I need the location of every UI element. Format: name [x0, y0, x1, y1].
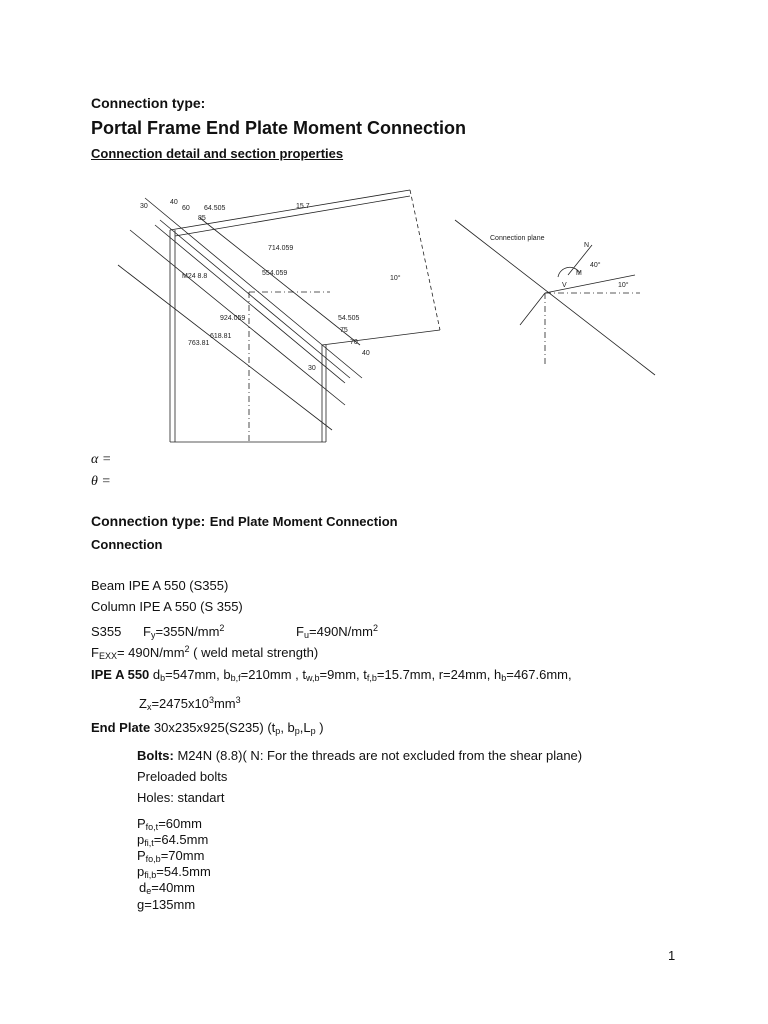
m-label: M — [576, 270, 582, 277]
bolt-label: M24 8.8 — [182, 273, 208, 280]
dim-label: 618.81 — [210, 333, 232, 340]
angle-label: 10° — [618, 282, 629, 289]
section-subtitle: Connection detail and section properties — [91, 146, 344, 161]
dim-label: 60 — [182, 205, 190, 212]
angle-label: 10° — [390, 275, 401, 282]
section-label: Connection type: — [91, 513, 206, 529]
column-spec: Column IPE A 550 (S 355) — [91, 599, 243, 614]
pfi-t: $p_{fi,t}=64.5mm$ — [137, 832, 209, 848]
dim-label: 70 — [350, 339, 358, 346]
dim-label: 554.059 — [262, 270, 288, 277]
plane-normal-line — [520, 293, 545, 325]
dim-label: 64.505 — [204, 205, 226, 212]
beam-end-line — [410, 190, 440, 330]
end-plate-line — [155, 225, 345, 383]
beam-spec: Beam IPE A 550 (S355) — [91, 578, 229, 593]
dim-label: 763.81 — [188, 340, 210, 347]
dim-label: 40 — [170, 199, 178, 206]
dim-label: 30 — [140, 203, 148, 210]
bolts-spec: Bolts: M24N (8.8)( N: For the threads are not excluded from the shear plane) — [137, 748, 583, 763]
end-plate-spec: End Plate 30x235x925(S235) ($t_p$, $b_p,L_p$ ) — [91, 720, 324, 736]
dimension-line — [118, 265, 332, 430]
g-value: g=135mm — [137, 897, 196, 912]
dim-label: 924.059 — [220, 315, 246, 322]
dim-label: 15.7 — [296, 203, 310, 210]
connection-plane-line — [455, 220, 655, 375]
fu-value: $F_u=490N/mm^2$ — [296, 623, 378, 640]
strength-row — [91, 620, 378, 643]
alpha-symbol: α = — [91, 452, 112, 467]
dim-label: 40 — [362, 350, 370, 357]
angle-label: 40° — [590, 262, 601, 269]
dim-label: 54.505 — [338, 315, 360, 322]
dim-label: 30 — [308, 365, 316, 372]
dim-label: 714.059 — [268, 245, 294, 252]
dimension-line — [145, 198, 362, 378]
dim-label: 85 — [198, 215, 206, 222]
ipe-properties: IPE A 550 $d_b=547mm$, $b_{b,f}=210mm$ , $t_{w,b}=9mm$, $t_{f,b}=15.7mm$, r=24mm, $h_b=467.6mm$, — [91, 667, 572, 683]
n-label: N — [584, 242, 590, 249]
connection-subheading: Connection — [91, 537, 163, 552]
connection-type-value: End Plate Moment Connection — [209, 514, 398, 529]
plane-label: Connection plane — [490, 235, 545, 242]
end-plate-line — [160, 220, 350, 378]
beam-top-line — [175, 196, 410, 236]
page-number: 1 — [668, 948, 676, 963]
dim-label: 75 — [340, 327, 348, 334]
theta-symbol: θ = — [91, 474, 111, 489]
pfo-t: $P_{fo,t}=60mm$ — [137, 816, 202, 832]
connection-detail-diagram — [100, 180, 460, 450]
fexx-row: $F_{EXX}= 490N/mm^2$ ( weld metal strength) — [91, 644, 319, 661]
pfo-b: $P_{fo,b}=70mm$ — [137, 848, 205, 864]
zx-value: $Z_x=2475x10^3mm^3$ — [139, 695, 241, 712]
fy-value: $F_y=355N/mm^2$ — [143, 623, 225, 640]
preload-note: Preloaded bolts — [137, 769, 228, 784]
connection-type-row — [91, 513, 398, 531]
steel-grade: S355 — [91, 624, 122, 639]
page-title: Portal Frame End Plate Moment Connection — [91, 118, 467, 138]
connection-plane-diagram — [450, 215, 660, 380]
dimension-line — [200, 218, 360, 345]
de-value: $d_e=40mm$ — [139, 880, 195, 896]
holes-note: Holes: standart — [137, 790, 225, 805]
pfi-b: $p_{fi,b}=54.5mm$ — [137, 864, 211, 880]
v-label: V — [562, 282, 567, 289]
section-label: Connection type: — [91, 95, 206, 111]
